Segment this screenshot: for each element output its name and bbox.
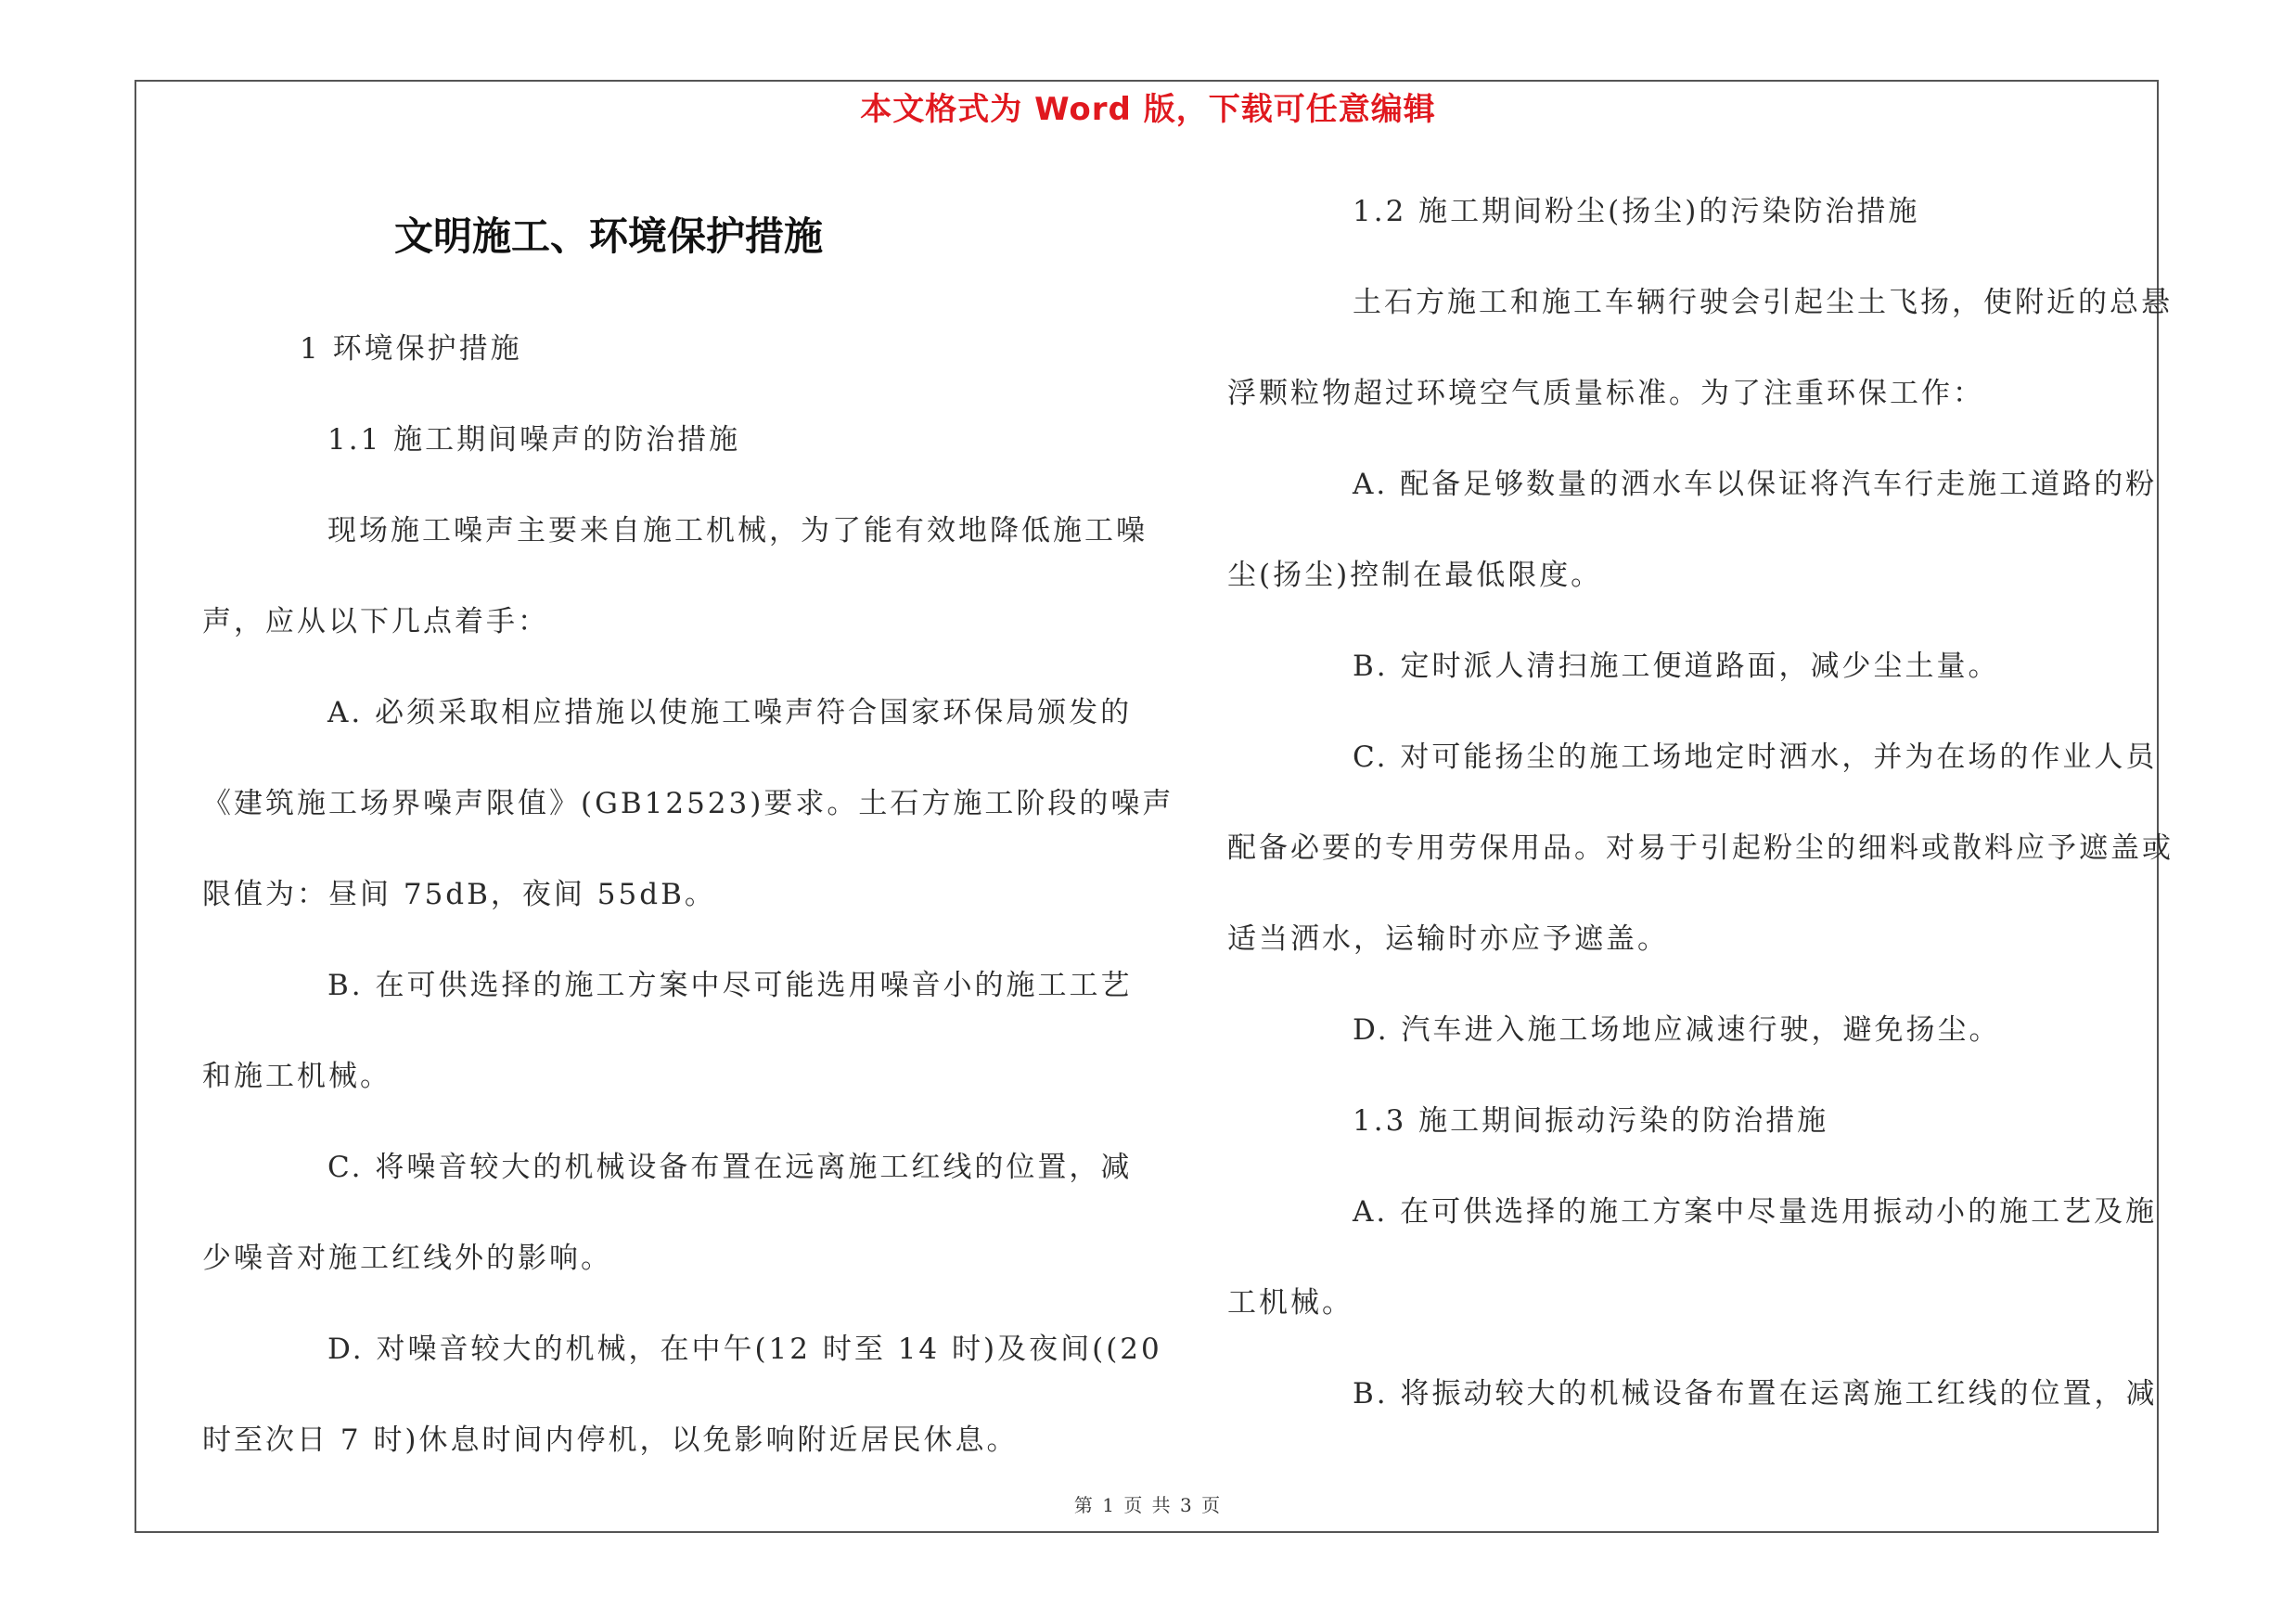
paragraph-vibration-a: A. 在可供选择的施工方案中尽量选用振动小的施工艺及施 工机械。 [1227, 1195, 2158, 1320]
paragraph-dust-d: D. 汽车进入施工场地应减速行驶，避免扬尘。 [1353, 1013, 2001, 1047]
paragraph-dust-a: A. 配备足够数量的洒水车以保证将汽车行走施工道路的粉 尘(扬尘)控制在最低限度。 [1227, 468, 2158, 592]
section-heading-1-3: 1.3 施工期间振动污染的防治措施 [1353, 1104, 1829, 1138]
paragraph-dust-b: B. 定时派人清扫施工便道路面，减少尘土量。 [1353, 650, 2000, 683]
format-banner: 本文格式为 Word 版，下载可任意编辑 [860, 91, 1436, 128]
paragraph-noise-intro: 现场施工噪声主要来自施工机械，为了能有效地降低施工噪 声，应从以下几点着手： [202, 514, 1148, 638]
section-heading-1-2: 1.2 施工期间粉尘(扬尘)的污染防治措施 [1353, 195, 1920, 228]
paragraph-dust-intro: 土石方施工和施工车辆行驶会引起尘土飞扬，使附近的总悬 浮颗粒物超过环境空气质量标准。为了注重环保工作： [1227, 286, 2173, 410]
section-heading-1-1: 1.1 施工期间噪声的防治措施 [327, 423, 741, 457]
paragraph-noise-c: C. 将噪音较大的机械设备布置在远离施工红线的位置，减 少噪音对施工红线外的影响。 [202, 1151, 1133, 1275]
paragraph-dust-c: C. 对可能扬尘的施工场地定时洒水，并为在场的作业人员 配备必要的专用劳保用品。对易于引起粉尘的细料或散料应予遮盖或 适当洒水，运输时亦应予遮盖。 [1227, 741, 2174, 956]
page-number-footer: 第 1 页 共 3 页 [1073, 1494, 1223, 1516]
paragraph-noise-a: A. 必须采取相应措施以使施工噪声符合国家环保局颁发的 《建筑施工场界噪声限值》(GB12523)要求。土石方施工阶段的噪声 限值为：昼间 75dB，夜间 55dB。 [202, 696, 1174, 911]
paragraph-noise-d: D. 对噪音较大的机械，在中午(12 时至 14 时)及夜间((20 时至次日 7 时)休息时间内停机，以免影响附近居民休息。 [202, 1333, 1162, 1457]
paragraph-vibration-b: B. 将振动较大的机械设备布置在运离施工红线的位置，减 [1353, 1377, 2158, 1410]
paragraph-noise-b: B. 在可供选择的施工方案中尽可能选用噪音小的施工工艺 和施工机械。 [202, 969, 1133, 1093]
document-title: 文明施工、环境保护措施 [394, 213, 824, 259]
section-heading-1: 1 环境保护措施 [300, 332, 522, 366]
